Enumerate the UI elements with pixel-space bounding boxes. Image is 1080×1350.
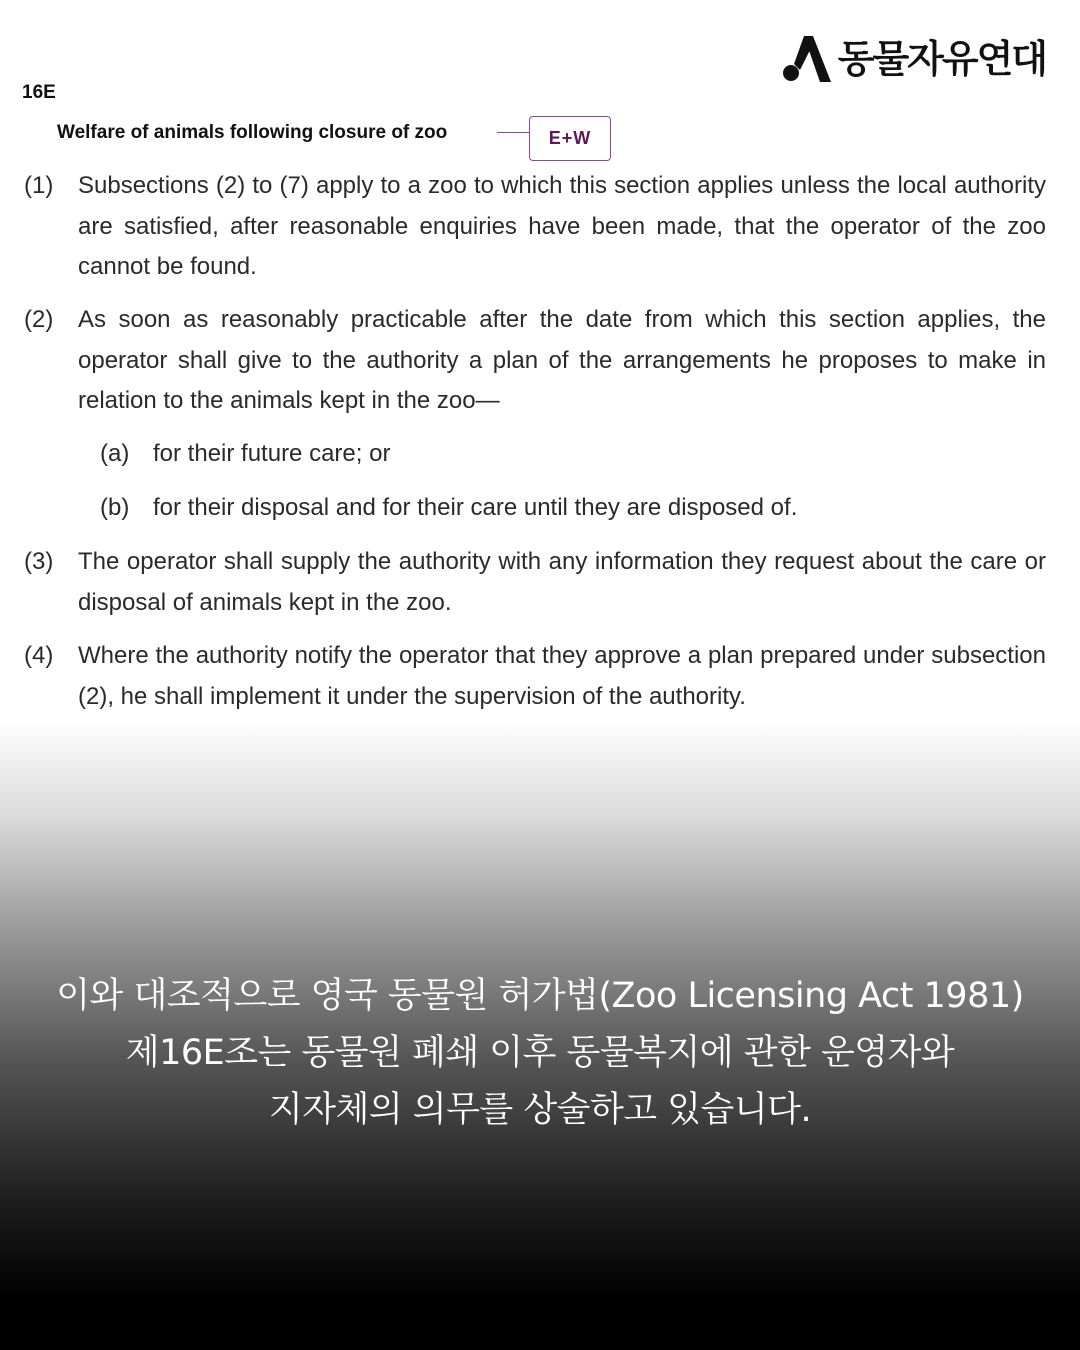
subparagraph-text: for their future care; or (153, 440, 391, 467)
subsection-number: (3) (24, 548, 54, 575)
subparagraph-number: (a) (100, 440, 130, 467)
caption (0, 968, 1080, 1139)
subsection-number: (1) (24, 172, 54, 199)
subparagraph-b (100, 488, 1046, 529)
subsection-4 (24, 636, 1046, 717)
extent-connector (497, 132, 529, 133)
subsection-text: The operator shall supply the authority with any information they request about the care or disposal of animals kept in the zoo. (78, 548, 1046, 616)
subparagraph-text: for their disposal and for their care until they are disposed of. (153, 494, 798, 521)
subparagraph-a (100, 434, 1046, 475)
logo-mark-icon (782, 34, 832, 84)
logo-text: 동물자유연대 (837, 37, 1046, 81)
subsection-2 (24, 300, 1046, 422)
subsection-3 (24, 542, 1046, 623)
caption-line: 제16E조는 동물원 폐쇄 이후 동물복지에 관한 운영자와 (125, 1033, 955, 1073)
caption-line: 이와 대조적으로 영국 동물원 허가법(Zoo Licensing Act 1981) (56, 976, 1024, 1016)
subsection-text: As soon as reasonably practicable after the date from which this section applies, the operator shall give to the authority a plan of the arrangements he proposes to make in relation to the animals kept in the zoo— (78, 306, 1046, 414)
section-title: Welfare of animals following closure of zoo (57, 122, 448, 143)
extent-badge[interactable]: E+W (529, 116, 611, 161)
section-number: 16E (22, 82, 56, 103)
subsection-text: Where the authority notify the operator that they approve a plan prepared under subsection (2), he shall implement it under the supervision of the authority. (78, 642, 1046, 710)
subsection-number: (2) (24, 306, 54, 333)
subsection-number: (4) (24, 642, 54, 669)
subparagraph-number: (b) (100, 494, 130, 521)
subsection-1 (24, 166, 1046, 288)
caption-line: 지자체의 의무를 상술하고 있습니다. (268, 1090, 812, 1130)
brand-logo (782, 34, 1046, 84)
subsection-text: Subsections (2) to (7) apply to a zoo to which this section applies unless the local authority are satisfied, after reasonable enquiries have been made, that the operator of the zoo cannot be found. (78, 172, 1046, 280)
